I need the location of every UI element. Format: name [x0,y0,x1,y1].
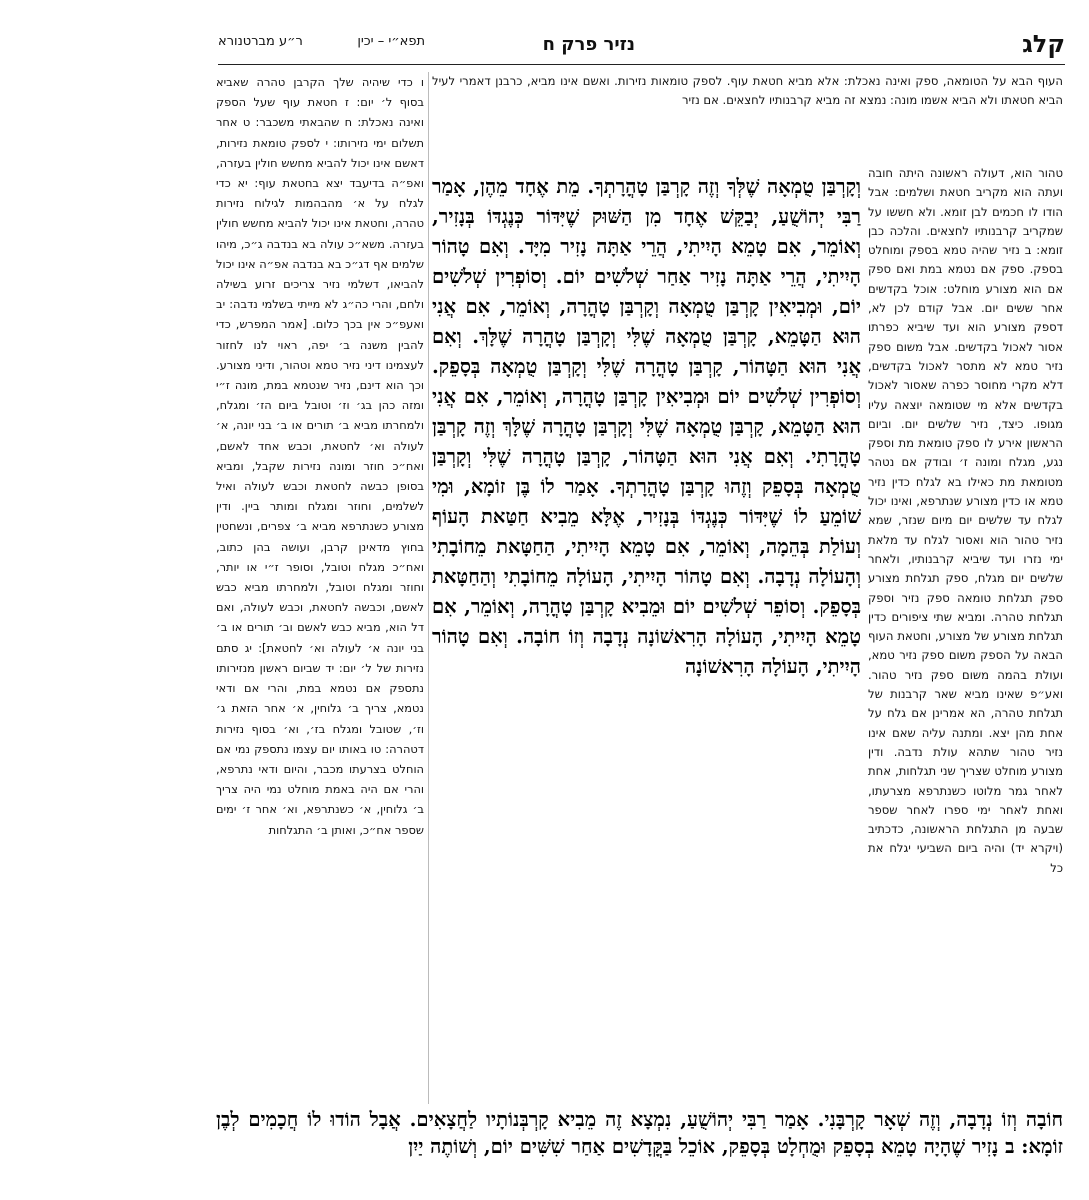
running-header [218,30,1065,65]
tractate-chapter-title: נזיר פרק ח [542,34,635,55]
bartenura-top-text: העוף הבא על הטומאה, ספק ואינה נאכלת: אלא מביא חטאת עוף. לספק טומאות נזירות. ואשם אינו מביא, כרבנן דאמרי לעיל הביא חטאתו ולא הביא אשמו מונה: נמצא זה מביא קרבנותיו לחצאים. אם נזיר [432,74,1063,107]
mishnah-text [432,172,861,1104]
tosfot-commentary-text: ו כדי שיהיה שלך הקרבן טהרה שאביא בסוף ל׳ יום: ז חטאת עוף שעל הספק ואינה נאכלת: ח שהבאתי משכבר: ט אחר תשלום ימי נזירותו: י לספק טומאת נזירות, דאשם אינו יכול להביא מחשש חולין בעזרה, ואפ״ה בדיעבד יצא בחטאת עוף: יא כדי לגלח על א׳ מהבהמות לגילוח נזירות טהרה, וחטאת אינו יכול להביא מחשש חולין בעזרה. משא״כ עולה בא בנדבה ג״כ, מיהו שלמים אף דג״כ בא בנדבה אפ״ה אינו יכול להביאו, דשלמי נזיר צריכים זרוע בשילה ולחם, והרי כה״ג לא מייתי בשלמי נדבה: יב ואעפ״כ אין בכך כלום. [אמר המפרש, כדי להבין משנה ב׳ יפה, ראוי לנו לחזור לעצמינו דיני נזיר טמא וטהור, ודיני מצורע. וכך הוא דינם, נזיר שנטמא במת, מונה ז״י ומזה כהן בג׳ וז׳ וטובל ביום הז׳ ומגלח, ולמחרתו מביא ב׳ תורים או ב׳ בני יונה, א׳ לעולה וא׳ לחטאת, וכבש אחד לאשם, ואח״כ חוזר ומונה נזירות שקבל, ומביא בסופן כבשה לחטאת וכבש לעולה ואיל לשלמים, וחוזר ומגלח ומותר ביין. ודין מצורע כשנתרפא מביא ב׳ צפרים, ונשחטין בחוץ מדאינן קרבן, ועושה בהן כתוב, ואח״כ מגלח וטובל, וסופר ז״י או יותר, וחוזר ומגלח וטובל, ולמחרתו מביא כבש לאשם, וכבשה לחטאת, וכבש לעולה, ואם דל הוא, מביא כבש לאשם וב׳ תורים או ב׳ בני יונה א׳ לעולה וא׳ לחטאת]: יג סתם נזירות של ל׳ יום: יד שביום ראשון מנזירותו נתספק אם נטמא במת, והרי אם ודאי נטמא, צריך ב׳ גלוחין, א׳ אחר הזאת ג׳ וז׳, שטובל ומגלח בז׳, וא׳ בסוף נזירות דטהרה: טו באותו יום עצמו נתספק נמי אם הוחלט בצרעתו מכבר, והיום ודאי נתרפא, והרי אם היה באמת מוחלט נמי היה צריך ב׳ גלוחין, א׳ כשנתרפא, וא׳ אחר ז׳ ימים שספר אח״כ, ואותן ב׳ התגלחות [216,75,424,837]
tosfot-commentary [216,72,424,1104]
bartenura-commentary-top [432,72,1063,164]
bartenura-commentary-side [868,164,1063,1108]
mishnah-paragraph: וְקָרְבַּן טֻמְאָה שֶׁלְּךָ וְזֶה קָרְבַּן טָהֳרָתְךָ. מֵת אֶחָד מֵהֶן, אָמַר רַבִּי יְהוֹשֻׁעַ, יְבַקֵּשׁ אֶחָד מִן הַשּׁוּק שֶׁיִּדּוֹר כְּנֶגְדּוֹ בְּנָזִיר, וְאוֹמֵר, אִם טָמֵא הָיִיתִי, הֲרֵי אַתָּה נָזִיר מִיָּד. וְאִם טָהוֹר הָיִיתִי, הֲרֵי אַתָּה נָזִיר אַחַר שְׁלשִׁים יוֹם. וְסוֹפְרִין שְׁלשִׁים יוֹם, וּמְבִיאִין קָרְבַּן טֻמְאָה וְקָרְבַּן טָהֳרָה, וְאוֹמֵר, אִם אֲנִי הוּא הַטָּמֵא, קָרְבַּן טֻמְאָה שֶׁלִּי וְקָרְבַּן טָהֳרָה שֶׁלָּךְ. וְאִם אֲנִי הוּא הַטָּהוֹר, קָרְבַּן טָהֳרָה שֶׁלִּי וְקָרְבַּן טֻמְאָה בְּסָפֵק. וְסוֹפְרִין שְׁלשִׁים יוֹם וּמְבִיאִין קָרְבַּן טָהֳרָה, וְאוֹמֵר, אִם אֲנִי הוּא הַטָּמֵא, קָרְבַּן טֻמְאָה שֶׁלִּי וְקָרְבַּן טָהֳרָה שֶׁלָּךְ וְזֶה קָרְבַּן טָהֳרָתִי. וְאִם אֲנִי הוּא הַטָּהוֹר, קָרְבַּן טָהֳרָה שֶׁלִּי וְקָרְבַּן טֻמְאָה בְּסָפֵק וְזֶהוּ קָרְבַּן טָהֳרָתְךָ. אָמַר לוֹ בֶּן זוֹמָא, וּמִי שׁוֹמֵעַ לוֹ שֶׁיִּדּוֹר כְּנֶגְדּוֹ בְּנָזִיר, אֶלָּא מֵבִיא חַטַּאת הָעוֹף וְעוֹלַת בְּהֵמָה, וְאוֹמֵר, אִם טָמֵא הָיִיתִי, הַחַטָּאת מֵחוֹבָתִי וְהָעוֹלָה נְדָבָה. וְאִם טָהוֹר הָיִיתִי, הָעוֹלָה מֵחוֹבָתִי וְהַחַטָּאת בְּסָפֵק. וְסוֹפֵר שְׁלשִׁים יוֹם וּמֵבִיא קָרְבַּן טָהֳרָה, וְאוֹמֵר, אִם טָמֵא הָיִיתִי, הָעוֹלָה הָרִאשׁוֹנָה נְדָבָה וְזוֹ חוֹבָה. וְאִם טָהוֹר הָיִיתִי, הָעוֹלָה הָרִאשׁוֹנָה [432,175,861,678]
commentary-title: ר״ע מברטנורא [218,34,303,49]
column-divider [428,72,429,1104]
bartenura-side-text: טהור הוא, דעולה ראשונה היתה חובה ועתה הוא מקריב חטאת ושלמים: אבל הודו לו חכמים לבן זומא. ולא חששו על שמקריב קרבנותיו לחצאים. והלכה כבן זומא: ב נזיר שהיה טמא בספק ומוחלט בספק. ספק אם נטמא במת ואם ספק אם הוא מצורע מוחלט: אוכל בקדשים אחר ששים יום. אבל קודם לכן לא, דספק מצורע הוא ועד שיביא כפרתו אסור לאכול בקדשים. אבל משום ספק נזיר טמא לא מתסר לאכול בקדשים, דלא מקרי מחוסר כפרה שאסור לאכול בקדשים אלא מי שטומאה יוצאה עליו מגופו. כיצד, נזיר שלשים יום. וביום הראשון אירע לו ספק טומאת מת וספק נגע, מגלח ומונה ז׳ ובודק אם נטהר מטומאת מת כאילו בא לגלח כדין נזיר טמא או כדין מצורע שנתרפא, ואינו יכול לגלח עד שלשים יום מיום שנזר, שמא נזיר טהור הוא ואסור לגלח עד מלאת ימי נזרו ועד שיביא קרבנותיו, ולאחר שלשים יום מגלח, ספק תגלחת מצורע ספק תגלחת טומאה ספק נזיר וספק תגלחת טהרה. ומביא שתי ציפורים כדין תגלחת מצורע של מצורע, וחטאת העוף הבאה על הספק משום ספק נזיר טמא, ועולת בהמה משום ספק נזיר טהור. ואע״פ שאינו מביא שאר קרבנות של תגלחת טהרה, הא אמרינן אם גלח על אחת מהן יצא. ומתנה עליה שאם אינו נזיר טהור שתהא עולת נדבה. ודין מצורע מוחלט שצריך שני תגלחות, אחת לאחר גמר מלוטו כשנתרפא מצרעתו, ואחת לאחר ימי ספרו לאחר שספר שבעה מן התגלחת הראשונה, כדכתיב (ויקרא יד) והיה ביום השביעי יגלח את כל [868,166,1063,875]
commentary-years-label: תפא״י – יכין [357,34,425,49]
page-number: קלג [1022,30,1065,58]
mishnah-bottom-paragraph: חוֹבָה וְזוֹ נְדָבָה, וְזֶה שְׁאָר קָרְבָּנִי. אָמַר רַבִּי יְהוֹשֻׁעַ, נִמְצָא זֶה מֵבִיא קָרְבְּנוֹתָיו לַחֲצָאִים. אֲבָל הוֹדוּ לוֹ חֲכָמִים לְבֶן זוֹמָא: ב נָזִיר שֶׁהָיָה טָמֵא בְסָפֵק וּמֻחְלָט בְּסָפֵק, אוֹכֵל בַּקֳּדָשִׁים אַחַר שִׁשִּׁים יוֹם, וְשׁוֹתֶה יַיִן [216,1108,1063,1158]
mishnah-text-bottom [216,1106,1063,1188]
